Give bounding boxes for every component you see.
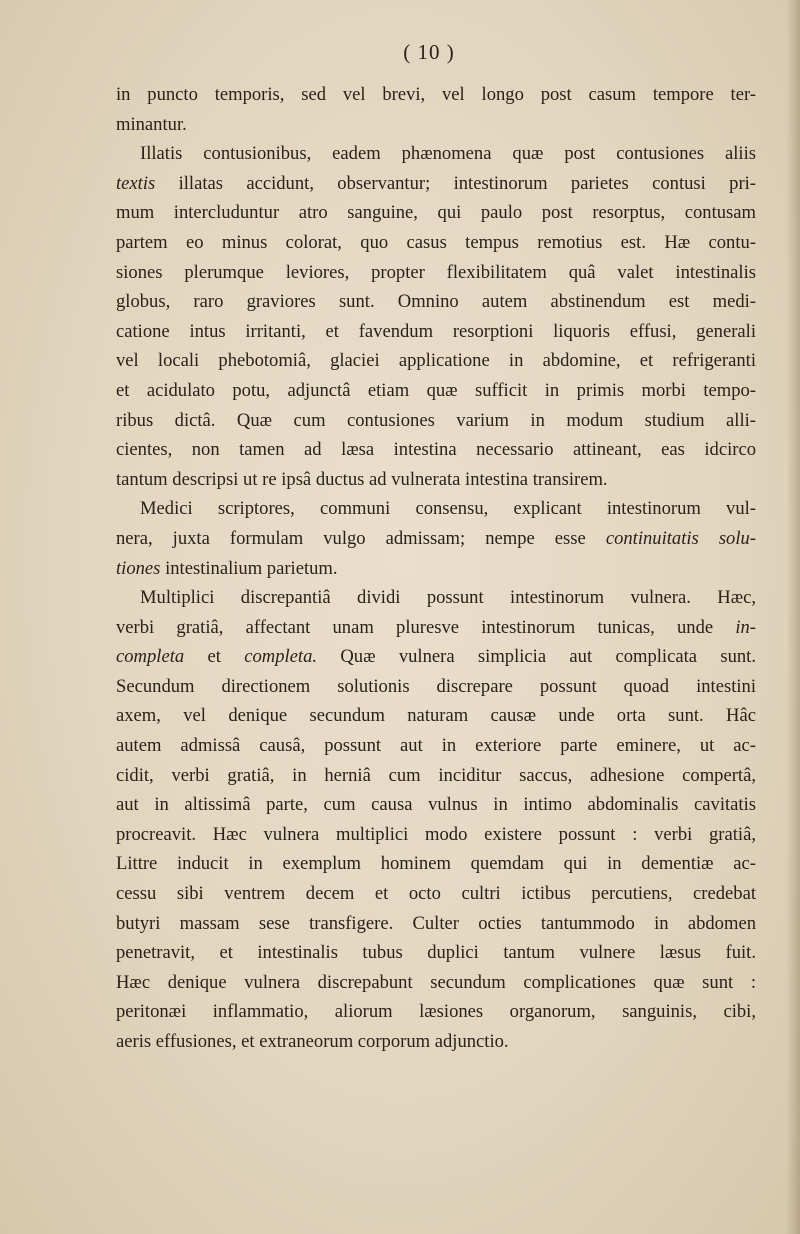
text-run: butyri massam sese transfigere. Culter octies tantummodo in abdomen [116, 912, 756, 934]
text-line [116, 80, 756, 110]
text-run: Littre inducit in exemplum hominem quemdam qui in dementiæ ac- [116, 853, 756, 875]
text-line [116, 198, 756, 228]
text-run: peritonæi inflammatio, aliorum læsiones organorum, sanguinis, cibi, [116, 1001, 756, 1023]
page-number: ( 10 ) [403, 40, 455, 64]
text-line [116, 672, 756, 702]
text-run: siones plerumque leviores, propter flexibilitatem quâ valet intestinalis [116, 261, 756, 283]
italic-text-run: in- [735, 616, 756, 638]
text-line [116, 169, 756, 199]
text-line [116, 613, 756, 643]
text-line [116, 554, 756, 584]
text-line [116, 317, 756, 347]
text-run: cidit, verbi gratiâ, in herniâ cum inciditur saccus, adhesione compertâ, [116, 764, 756, 786]
text-line [116, 494, 756, 524]
text-line [116, 731, 756, 761]
text-run: Illatis contusionibus, eadem phænomena quæ post contusiones aliis [140, 143, 756, 165]
text-run: intestinalium parietum. [160, 557, 338, 579]
text-line [116, 820, 756, 850]
text-run: Hæc denique vulnera discrepabunt secundum complicationes quæ sunt : [116, 971, 756, 993]
text-line [116, 879, 756, 909]
text-run: cientes, non tamen ad læsa intestina necessario attineant, eas idcirco [116, 439, 756, 461]
text-run: autem admissâ causâ, possunt aut in exteriore parte eminere, ut ac- [116, 735, 756, 757]
italic-text-run: continuitatis solu- [605, 527, 757, 549]
text-run: axem, vel denique secundum naturam causæ unde orta sunt. Hâc [116, 705, 756, 727]
text-line [116, 849, 756, 879]
text-run: verbi gratiâ, affectant unam pluresve intestinorum tunicas, unde [116, 616, 736, 638]
text-run: catione intus irritanti, et favendum resorptioni liquoris effusi, generali [116, 320, 756, 342]
italic-text-run: completa. [244, 646, 318, 668]
text-run: mum intercluduntur atro sanguine, qui paulo post resorptus, contusam [116, 202, 756, 224]
text-line [116, 376, 756, 406]
italic-text-run: completa [116, 646, 185, 668]
text-run: aut in altissimâ parte, cum causa vulnus in intimo abdominalis cavitatis [116, 794, 756, 816]
text-line [116, 287, 756, 317]
text-run: Medici scriptores, communi consensu, explicant intestinorum vul- [140, 498, 756, 520]
text-line [116, 110, 756, 140]
text-line [116, 997, 756, 1027]
text-run: penetravit, et intestinalis tubus duplici tantum vulnere læsus fuit. [116, 942, 756, 964]
italic-text-run: textis [116, 172, 156, 194]
text-line [116, 938, 756, 968]
text-run: Secundum directionem solutionis discrepare possunt quoad intestini [116, 675, 756, 697]
text-line [116, 406, 756, 436]
text-run: aeris effusiones, et extraneorum corporum adjunctio. [116, 1031, 509, 1052]
text-run: ribus dictâ. Quæ cum contusiones varium in modum studium alli- [116, 409, 756, 431]
text-line [116, 790, 756, 820]
text-line [116, 968, 756, 998]
text-line [116, 228, 756, 258]
text-run: nera, juxta formulam vulgo admissam; nempe esse [116, 527, 606, 549]
text-run: minantur. [116, 113, 187, 135]
text-run: globus, raro graviores sunt. Omnino autem abstinendum est medi- [116, 291, 756, 313]
text-line [116, 761, 756, 791]
text-line [116, 524, 756, 554]
text-line [116, 435, 756, 465]
text-line [116, 701, 756, 731]
text-line [116, 642, 756, 672]
text-run: et [184, 646, 245, 668]
text-run: tantum descripsi ut re ipsâ ductus ad vulnerata intestina transirem. [116, 468, 608, 490]
text-line [116, 909, 756, 939]
body-text [116, 80, 756, 1057]
text-run: Multiplici discrepantiâ dividi possunt intestinorum vulnera. Hæc, [140, 587, 756, 609]
text-run: in puncto temporis, sed vel brevi, vel longo post casum tempore ter- [116, 84, 756, 105]
text-line [116, 1027, 756, 1057]
text-run: Quæ vulnera simplicia aut complicata sunt. [317, 646, 756, 668]
text-run: vel locali phebotomiâ, glaciei applicatione in abdomine, et refrigeranti [116, 350, 756, 372]
text-run: partem eo minus colorat, quo casus tempus remotius est. Hæ contu- [116, 231, 756, 253]
page-edge-shadow [786, 0, 800, 1234]
text-line [116, 258, 756, 288]
text-run: procreavit. Hæc vulnera multiplici modo existere possunt : verbi gratiâ, [116, 823, 756, 845]
text-line [116, 465, 756, 495]
text-run: et acidulato potu, adjunctâ etiam quæ sufficit in primis morbi tempo- [116, 379, 756, 401]
text-run: cessu sibi ventrem decem et octo cultri ictibus percutiens, credebat [116, 883, 756, 905]
text-run: illatas accidunt, observantur; intestinorum parietes contusi pri- [155, 172, 756, 194]
italic-text-run: tiones [116, 557, 161, 579]
text-line [116, 583, 756, 613]
text-line [116, 139, 756, 169]
text-line [116, 346, 756, 376]
